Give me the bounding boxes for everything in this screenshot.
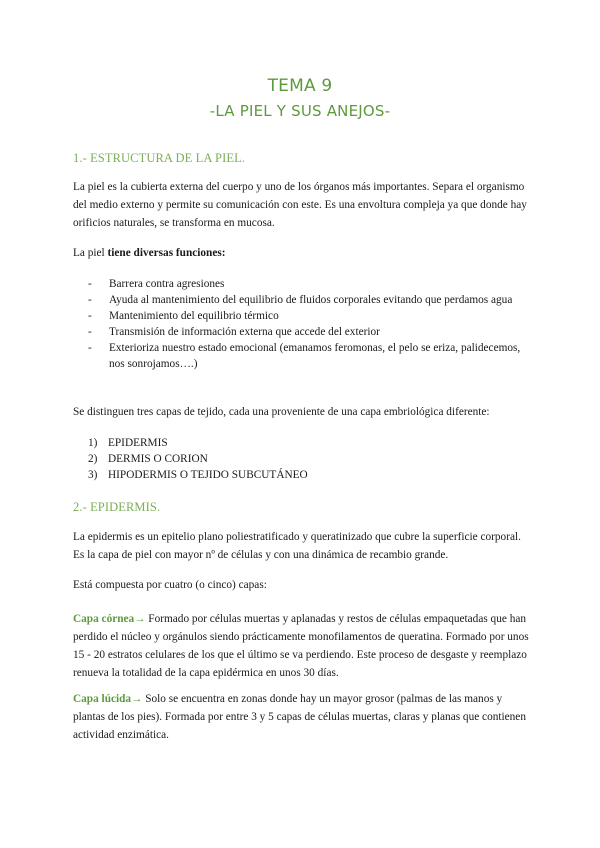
layers-list — [88, 435, 528, 483]
capa-cornea-text: Formado por células muertas y aplanadas y restos de células empaquetadas que han perdido el núcleo y orgánulos siendo prácticamente monofilamentos de queratina. Formado por unos 15 - 20 estratos celulares de los que el último se va perdiendo. Este proceso de desgaste y reemplazo renueva la totalidad de la capa epidérmica en unos 30 días. — [73, 613, 529, 679]
page-title: TEMA 9 — [267, 76, 333, 96]
list-item — [88, 435, 528, 451]
list-number: 3) — [88, 469, 98, 481]
section-heading-epidermis: 2.- EPIDERMIS. — [73, 500, 161, 514]
capa-cornea-label: Capa córnea — [73, 613, 135, 625]
list-item: - Mantenimiento del equilibrio térmico — [88, 308, 528, 324]
list-item: - Barrera contra agresiones — [88, 276, 528, 292]
list-text: EPIDERMIS — [108, 437, 168, 449]
list-text: HIPODERMIS O TEJIDO SUBCUTÁNEO — [108, 469, 308, 481]
paragraph-piel-intro: La piel es la cubierta externa del cuerpo y uno de los órganos más importantes. Separa el organismo del medio externo y permite su comunicación con este. Es una envoltura compleja ya que donde hay orificios naturales, se transforma en mucosa. — [73, 181, 527, 229]
list-number: 2) — [88, 453, 98, 465]
list-item: - Transmisión de información externa que accede del exterior — [88, 324, 528, 340]
list-item: - Exterioriza nuestro estado emocional (emanamos feromonas, el pelo se eriza, palidecemos, nos sonrojamos….) — [88, 340, 528, 372]
paragraph-functions-lead — [73, 244, 533, 262]
paragraph-composition: Está compuesta por cuatro (o cinco) capas: — [73, 579, 267, 591]
functions-list — [88, 276, 528, 372]
list-item — [88, 451, 528, 467]
paragraph-capa-cornea — [73, 610, 533, 682]
page-subtitle: -LA PIEL Y SUS ANEJOS- — [209, 102, 391, 120]
list-number: 1) — [88, 437, 98, 449]
section-heading-estructura: 1.- ESTRUCTURA DE LA PIEL. — [73, 151, 246, 165]
arrow-right-icon: → — [131, 693, 143, 705]
paragraph-epidermis-intro: La epidermis es un epitelio plano poliestratificado y queratinizado que cubre la superficie corporal. Es la capa de piel con mayor nº de células y con una dinámica de recambio grande. — [73, 531, 521, 561]
capa-lucida-text: Solo se encuentra en zonas donde hay un mayor grosor (palmas de las manos y plantas de los pies). Formada por entre 3 y 5 capas de células muertas, claras y planas que contienen actividad enzimática. — [73, 693, 526, 741]
arrow-right-icon: → — [134, 613, 146, 625]
functions-lead-text: La piel — [73, 247, 108, 259]
list-item: - Ayuda al mantenimiento del equilibrio de fluidos corporales evitando que perdamos agua — [88, 292, 528, 308]
functions-lead-bold: tiene diversas funciones: — [107, 247, 226, 259]
paragraph-capa-lucida — [73, 690, 533, 744]
paragraph-layers-intro: Se distinguen tres capas de tejido, cada una proveniente de una capa embriológica diferente: — [73, 406, 490, 418]
list-text: DERMIS O CORION — [108, 453, 208, 465]
capa-lucida-label: Capa lúcida — [73, 693, 132, 705]
list-item — [88, 467, 528, 483]
